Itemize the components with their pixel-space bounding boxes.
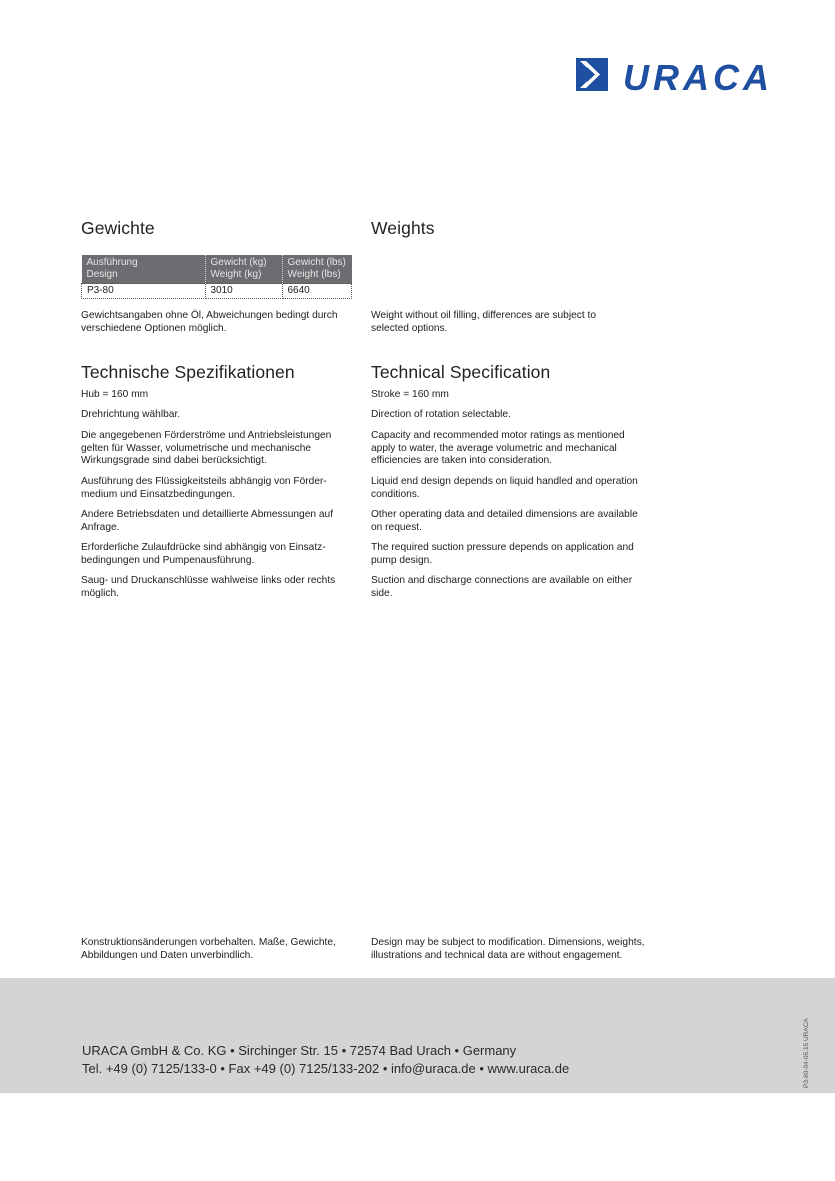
spec-de-stroke: Hub = 160 mm — [81, 389, 149, 400]
disclaimer-de: Konstruktionsänderungen vorbehalten. Maße, Gewichte, Abbildungen und Daten unverbindlich. — [81, 937, 336, 961]
spec-en-rotation: Direction of rotation selectable. — [371, 409, 511, 420]
logo-text: URACA — [623, 58, 773, 94]
spec-en-liquid-end: Liquid end design depends on liquid handled and operation conditions. — [371, 476, 638, 500]
header-weight-kg: Gewicht (kg) Weight (kg) — [205, 255, 282, 284]
spec-de-liquid-end: Ausführung des Flüssigkeitsteils abhängig von Förder-medium und Einsatzbedingungen. — [81, 476, 327, 500]
footer-contact: Tel. +49 (0) 7125/133-0 • Fax +49 (0) 7125/133-202 • info@uraca.de • www.uraca.de — [82, 1061, 570, 1076]
table-row — [82, 284, 352, 299]
specs-heading-en: Technical Specification — [371, 362, 551, 382]
spec-de-rotation: Drehrichtung wählbar. — [81, 409, 181, 420]
header-weight-lbs: Gewicht (lbs) Weight (lbs) — [282, 255, 352, 284]
uraca-logo — [576, 58, 788, 94]
weights-heading-de: Gewichte — [81, 218, 155, 238]
cell-weight-lbs: 6640 — [282, 284, 352, 299]
spec-de-operating-data: Andere Betriebsdaten und detaillierte Abmessungen auf Anfrage. — [81, 509, 334, 533]
spec-en-stroke: Stroke = 160 mm — [371, 389, 449, 400]
weights-table — [81, 255, 352, 299]
spec-en-connections: Suction and discharge connections are available on either side. — [371, 575, 633, 599]
footer-address: URACA GmbH & Co. KG • Sirchinger Str. 15 • 72574 Bad Urach • Germany — [82, 1043, 517, 1058]
weights-heading-en: Weights — [371, 218, 435, 238]
disclaimer-en: Design may be subject to modification. Dimensions, weights, illustrations and technical data are without engagement. — [371, 937, 645, 961]
cell-design: P3-80 — [82, 284, 206, 299]
footer-band — [0, 978, 835, 1093]
header-design: Ausführung Design — [82, 255, 206, 284]
cell-weight-kg: 3010 — [205, 284, 282, 299]
weights-table-header — [82, 255, 352, 284]
spec-en-capacity: Capacity and recommended motor ratings as mentioned apply to water, the average volumetric and mechanical efficiencies are taken into consideration. — [371, 430, 625, 467]
weights-note-de: Gewichtsangaben ohne Öl, Abweichungen bedingt durch verschiedene Optionen möglich. — [81, 310, 338, 334]
spec-en-suction-pressure: The required suction pressure depends on application and pump design. — [371, 542, 634, 566]
spec-de-capacity: Die angegebenen Förderströme und Antriebsleistungen gelten für Wasser, volumetrische und mechanische Wirkungsgrade sind dabei berücksichtigt. — [81, 430, 332, 467]
spec-en-operating-data: Other operating data and detailed dimensions are available on request. — [371, 509, 638, 533]
spec-de-connections: Saug- und Druckanschlüsse wahlweise links oder rechts möglich. — [81, 575, 336, 599]
spec-de-suction-pressure: Erforderliche Zulaufdrücke sind abhängig von Einsatz-bedingungen und Pumpenausführung. — [81, 542, 326, 566]
specs-heading-de: Technische Spezifikationen — [81, 362, 295, 382]
weights-note-en: Weight without oil filling, differences are subject to selected options. — [371, 310, 597, 334]
document-code: P3-80-04-05.15 URACA — [803, 1018, 810, 1088]
